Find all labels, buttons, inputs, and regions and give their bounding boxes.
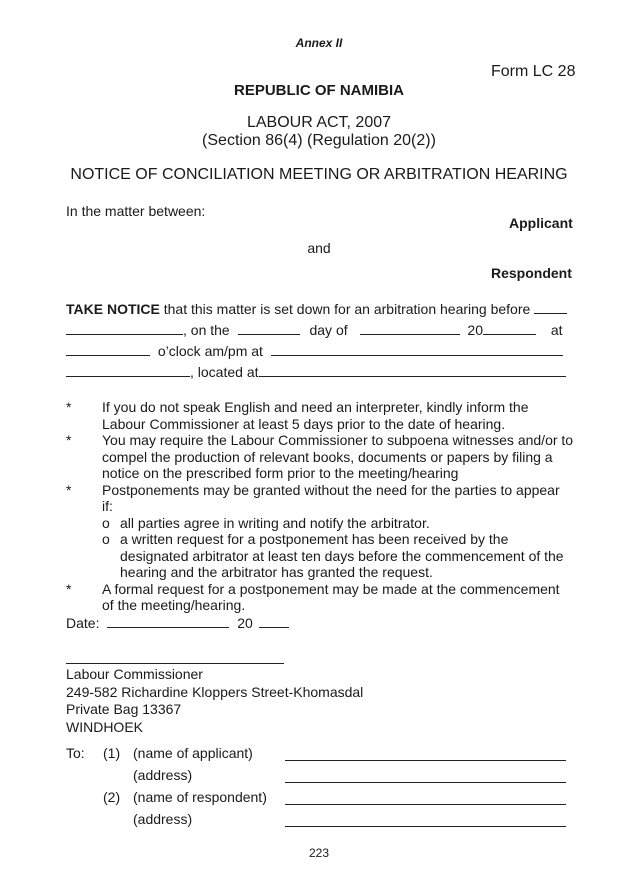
note-item-subpoena (66, 432, 574, 482)
applicant-address-label: (address) (133, 767, 193, 783)
to-number-2: (2) (103, 789, 121, 805)
notes-list (66, 399, 574, 614)
to-label: To: (66, 745, 85, 761)
date-year-blank[interactable] (259, 627, 289, 628)
respondent-address-label: (address) (133, 811, 193, 827)
note-text: You may require the Labour Commissioner to subpoena witnesses and/or to compel the production of relevant books, documents or papers by filing a notice on the prescribed form prior to the meeting/hearing (102, 432, 574, 481)
annex-label: Annex II (295, 36, 343, 50)
at-label: at (550, 322, 563, 338)
bullet-star: * (66, 432, 72, 448)
bullet-star: * (66, 399, 72, 415)
take-notice-text: that this matter is set down for an arbitration hearing before (163, 301, 531, 317)
date-blank[interactable] (107, 627, 229, 628)
applicant-name-line[interactable] (285, 760, 566, 761)
page-number: 223 (308, 846, 330, 860)
blank-before-on[interactable] (66, 334, 183, 335)
note-subitem-agree (102, 515, 574, 532)
sub-note-text: a written request for a postponement has been received by the designated arbitrator at least ten days before the commencement of the hearing and the arbitrator has granted the request. (120, 531, 564, 580)
time-blank[interactable] (66, 355, 150, 356)
applicant-label: Applicant (509, 215, 573, 231)
note-item-formal-request (66, 581, 574, 614)
arbitrator-blank[interactable] (534, 313, 567, 314)
sub-note-text: all parties agree in writing and notify the arbitrator. (120, 514, 430, 531)
respondent-label: Respondent (491, 265, 572, 281)
republic-heading: REPUBLIC OF NAMIBIA (234, 82, 404, 99)
year-blank[interactable] (483, 334, 536, 335)
note-text: A formal request for a postponement may be made at the commencement of the meeting/hearing. (102, 580, 560, 613)
on-the-label: , on the (183, 322, 230, 338)
respondent-name-line[interactable] (285, 804, 566, 805)
located-at-label: , located at (190, 364, 259, 380)
form-number: Form LC 28 (491, 63, 576, 80)
month-blank[interactable] (360, 334, 460, 335)
notice-title: NOTICE OF CONCILIATION MEETING OR ARBITRATION HEARING (70, 166, 568, 183)
section-heading: (Section 86(4) (Regulation 20(2)) (202, 132, 436, 149)
commissioner-address (66, 666, 363, 736)
location-blank[interactable] (259, 376, 566, 377)
date-year-20: 20 (237, 615, 253, 631)
sub-bullet: o (102, 514, 110, 531)
note-item-postponement (66, 482, 574, 515)
commissioner-street: 249-582 Richardine Kloppers Street-Khomasdal (66, 683, 364, 700)
name-respondent-label: (name of respondent) (133, 789, 267, 805)
date-line (66, 615, 289, 631)
sub-bullet: o (102, 531, 110, 547)
commissioner-bag: Private Bag 13367 (66, 701, 182, 717)
commissioner-city: WINDHOEK (66, 718, 143, 735)
year-20-label: 20 (467, 322, 483, 338)
note-item-interpreter (66, 399, 574, 432)
take-notice-line-2 (66, 322, 563, 338)
venue-blank[interactable] (66, 376, 190, 377)
place-blank[interactable] (271, 355, 563, 356)
signature-line[interactable] (66, 663, 284, 664)
day-of-label: day of (309, 322, 348, 338)
note-text: If you do not speak English and need an interpreter, kindly inform the Labour Commissioner at least 5 days prior to the date of hearing. (102, 399, 529, 432)
matter-between: In the matter between: (66, 203, 206, 219)
to-number-1: (1) (103, 745, 121, 761)
and-label: and (307, 240, 331, 256)
oclock-label: o’clock am/pm at (157, 343, 263, 359)
act-heading: LABOUR ACT, 2007 (246, 114, 392, 131)
date-label: Date: (66, 615, 100, 631)
take-notice-line-4 (66, 364, 566, 380)
applicant-address-line[interactable] (285, 782, 566, 783)
note-text: Postponements may be granted without the need for the parties to appear if: (102, 481, 560, 514)
respondent-address-line[interactable] (285, 826, 566, 827)
name-applicant-label: (name of applicant) (133, 745, 253, 761)
take-notice-line-3 (66, 343, 563, 359)
take-notice-bold: TAKE NOTICE (66, 301, 160, 317)
take-notice-line-1 (66, 301, 567, 317)
bullet-star: * (66, 580, 72, 597)
day-blank[interactable] (238, 334, 300, 335)
bullet-star: * (66, 481, 72, 498)
note-subitem-written-request (102, 531, 574, 581)
commissioner-title: Labour Commissioner (66, 666, 203, 682)
